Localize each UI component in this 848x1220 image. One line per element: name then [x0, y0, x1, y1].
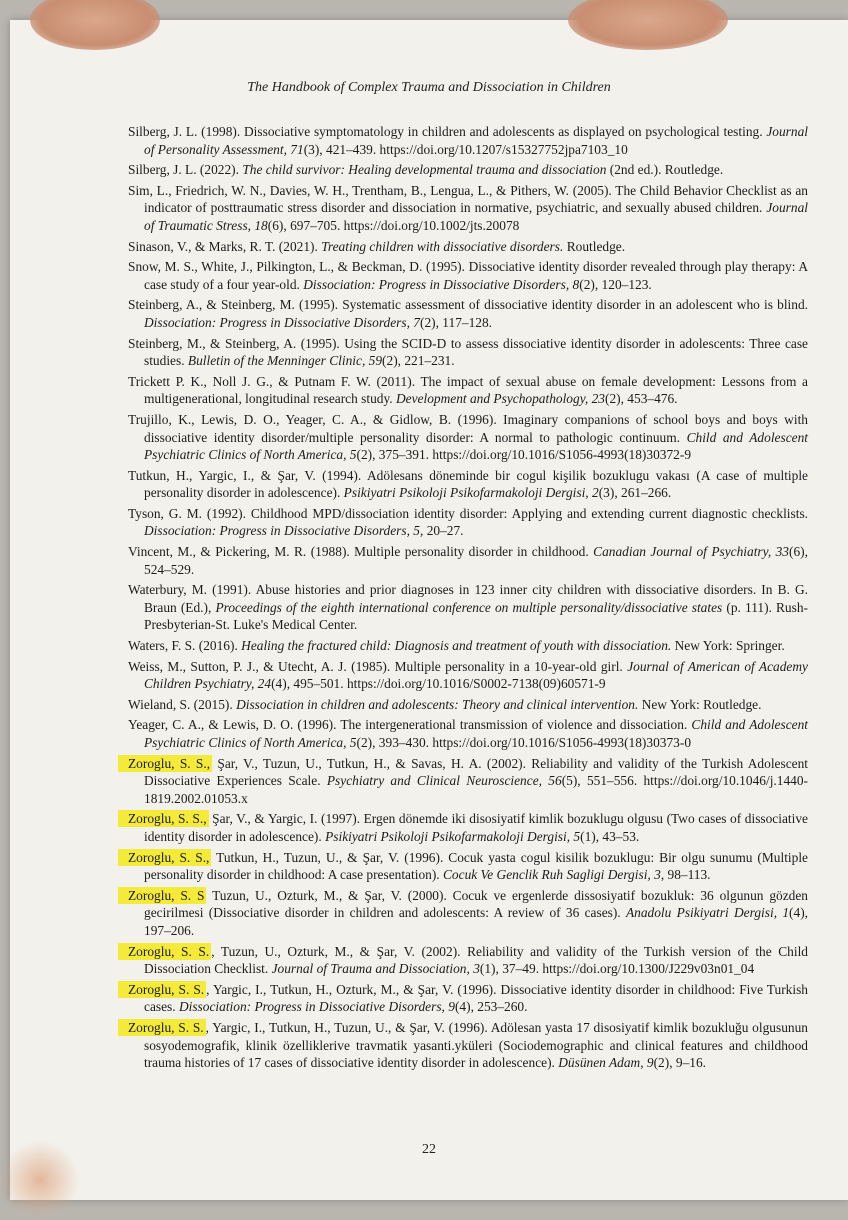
reference-details: , 98–113.: [660, 867, 711, 883]
reference-entry: [128, 943, 808, 978]
reference-text: Trujillo, K., Lewis, D. O., Yeager, C. A., & Gidlow, B. (1996). Imaginary companions of school boys and boys with dissociative identity disorder/multiple personality disorder: A normal to pathologic continuum.: [128, 411, 808, 445]
reference-source: Dissociation: Progress in Dissociative Disorders, 7: [144, 314, 420, 330]
reference-entry: [128, 505, 808, 540]
reference-entry: [128, 123, 808, 158]
reference-details: (2nd ed.). Routledge.: [606, 162, 724, 178]
reference-entry: [128, 543, 808, 578]
reference-entry: [128, 637, 808, 655]
reference-entry: [128, 696, 808, 714]
reference-entry: [128, 411, 808, 464]
highlighted-author: Zoroglu, S. S.,: [118, 755, 212, 772]
reference-list: [128, 123, 808, 1075]
reference-details: (1), 37–49. https://doi.org/10.1300/J229v03n01_04: [479, 961, 755, 977]
reference-entry: [128, 467, 808, 502]
reference-source: Psikiyatri Psikoloji Psikofarmakoloji Dergisi, 5: [325, 828, 581, 844]
highlighted-author: Zoroglu, S. S.: [118, 981, 206, 998]
reference-source: Bulletin of the Menninger Clinic, 59: [187, 353, 383, 369]
reference-text: Steinberg, M., & Steinberg, A. (1995). Using the SCID-D to assess dissociative identity disorder in adolescents: Three case studies.: [128, 335, 808, 369]
reference-details: (2), 453–476.: [605, 391, 678, 407]
reference-details: , 20–27.: [420, 523, 464, 539]
reference-text: Weiss, M., Sutton, P. J., & Utecht, A. J. (1985). Multiple personality in a 10-year-old girl.: [128, 658, 628, 674]
reference-text: Waters, F. S. (2016).: [128, 638, 242, 654]
reference-entry: [128, 238, 808, 256]
reference-text: , Yargic, I., Tutkun, H., Ozturk, M., & Şar, V. (1996). Dissociative identity disorder in childhood: Five Turkish cases.: [144, 981, 808, 1015]
reference-source: Child and Adolescent Psychiatric Clinics of North America, 5: [144, 717, 808, 750]
reference-text: Sinason, V., & Marks, R. T. (2021).: [128, 238, 322, 254]
reference-entry: [128, 887, 808, 940]
reference-details: (2), 393–430. https://doi.org/10.1016/S1056-4993(18)30373-0: [356, 735, 692, 750]
reference-entry: [128, 335, 808, 370]
reference-entry: [128, 755, 808, 808]
reference-details: (2), 117–128.: [420, 314, 493, 330]
reference-source: Dissociation: Progress in Dissociative Disorders, 8: [303, 276, 580, 292]
reference-text: Waterbury, M. (1991). Abuse histories and prior diagnoses in 123 inner city children with dissociative disorders. In B. G. Braun (Ed.),: [128, 582, 808, 615]
reference-entry: [128, 810, 808, 845]
reference-entry: [128, 981, 808, 1016]
highlighted-author: Zoroglu, S. S.,: [118, 810, 209, 827]
reference-entry: [128, 296, 808, 331]
page-number: 22: [422, 1142, 436, 1157]
reference-text: Tyson, G. M. (1992). Childhood MPD/dissociation identity disorder: Applying and extending current diagnostic checklists.: [128, 505, 808, 521]
highlighted-author: Zoroglu, S. S.,: [118, 849, 211, 866]
reference-details: (4), 197–206.: [144, 905, 809, 938]
reference-entry: [128, 258, 808, 293]
reference-text: Tutkun, H., Tuzun, U., & Şar, V. (1996). Cocuk yasta cogul kisilik bozuklugu: Bir olgu sunumu (Multiple personality disorder in childhood: A case presentation).: [144, 849, 808, 883]
reference-source: Canadian Journal of Psychiatry, 33: [593, 544, 790, 560]
reference-entry: [128, 658, 808, 693]
reference-details: (5), 551–556. https://doi.org/10.1046/j.1440-1819.2002.01053.x: [144, 773, 808, 806]
reference-text: Snow, M. S., White, J., Pilkington, L., & Beckman, D. (1995). Dissociative identity disorder revealed through play therapy: A case study of a four year-old.: [128, 259, 808, 292]
reference-details: (2), 375–391. https://doi.org/10.1016/S1056-4993(18)30372-9: [356, 447, 692, 463]
reference-text: Tuzun, U., Ozturk, M., & Şar, V. (2000). Cocuk ve ergenlerde dissosiyatif bozukluk: 36 olgunun gözden gecirilmesi (Dissociative disorder in children and adolescents: A review of 36 cases).: [144, 887, 808, 921]
reference-source: Cocuk Ve Genclik Ruh Sagligi Dergisi, 3: [443, 867, 661, 883]
reference-text: Şar, V., Tuzun, U., Tutkun, H., & Savas, H. A. (2002). Reliability and validity of the Turkish Adolescent Dissociative Experiences Scale.: [144, 755, 808, 789]
book-page: [10, 20, 848, 1200]
reference-source: Psychiatry and Clinical Neuroscience, 56: [326, 773, 562, 789]
reference-details: Routledge.: [563, 238, 626, 254]
reference-source: Child and Adolescent Psychiatric Clinics of North America, 5: [144, 429, 808, 463]
reference-source: The child survivor: Healing developmental trauma and dissociation: [242, 162, 607, 178]
reference-details: New York: Routledge.: [638, 696, 762, 712]
reference-entry: [128, 581, 808, 634]
reference-entry: [128, 849, 808, 884]
reference-entry: [128, 1019, 808, 1072]
finger-right: [568, 0, 728, 50]
reference-details: (4), 495–501. https://doi.org/10.1016/S0002-7138(09)60571-9: [271, 676, 606, 692]
reference-details: (2), 9–16.: [653, 1055, 707, 1071]
reference-text: Şar, V., & Yargic, I. (1997). Ergen dönemde iki disosiyatif kimlik bozuklugu olgusu (Two cases of dissociative identity disorder in adolescence).: [144, 811, 808, 844]
reference-text: Steinberg, A., & Steinberg, M. (1995). Systematic assessment of dissociative identity disorder in an adolescent who is blind.: [128, 297, 808, 313]
reference-details: (2), 120–123.: [579, 276, 652, 292]
highlighted-author: Zoroglu, S. S: [118, 887, 206, 904]
reference-source: Psikiyatri Psikoloji Psikofarmakoloji Dergisi, 2: [343, 485, 599, 501]
reference-text: , Yargic, I., Tutkun, H., Tuzun, U., & Şar, V. (1996). Adölesan yasta 17 disosiyatif kimlik bozukluğu olgusunun sosyodemografik, klinik özelliklerive travmatik yasanti.yküleri (Sociodemographic and clinical features and childhood trauma histories of 17 cases of dissociative identity disorder in adolescence).: [144, 1019, 808, 1071]
reference-text: Sim, L., Friedrich, W. N., Davies, W. H., Trentham, B., Lengua, L., & Pithers, W. (2005). The Child Behavior Checklist as an indicator of posttraumatic stress disorder and dissociation in normative, psychiatric, and sexually abused children.: [128, 182, 808, 216]
reference-source: Dissociation: Progress in Dissociative Disorders, 9: [178, 999, 455, 1015]
reference-details: (p. 111). Rush-Presbyterian-St. Luke's Medical Center.: [144, 599, 808, 633]
reference-entry: [128, 161, 808, 179]
reference-source: Journal of American of Academy Children Psychiatry, 24: [144, 658, 808, 692]
reference-source: Healing the fractured child: Diagnosis and treatment of youth with dissociation.: [241, 638, 672, 654]
reference-entry: [128, 716, 808, 751]
reference-text: , Tuzun, U., Ozturk, M., & Şar, V. (2002). Reliability and validity of the Turkish version of the Child Dissociation Checklist.: [144, 943, 808, 977]
reference-source: Düsünen Adam, 9: [558, 1055, 654, 1071]
reference-details: (2), 221–231.: [382, 353, 455, 369]
reference-entry: [128, 182, 808, 235]
highlighted-author: Zoroglu, S. S.: [118, 1019, 206, 1036]
reference-details: (6), 524–529.: [144, 544, 808, 577]
reference-source: Development and Psychopathology, 23: [396, 391, 605, 407]
reference-text: Trickett P. K., Noll J. G., & Putnam F. W. (2011). The impact of sexual abuse on female development: Lessons from a multigenerational, longitudinal research study.: [128, 373, 808, 407]
reference-source: Anadolu Psikiyatri Dergisi, 1: [625, 905, 790, 921]
reference-details: (1), 43–53.: [580, 828, 640, 844]
finger-left: [30, 0, 160, 50]
reference-entry: [128, 373, 808, 408]
reference-details: New York: Springer.: [671, 638, 785, 654]
reference-source: Journal of Traumatic Stress, 18: [144, 200, 808, 233]
reference-source: Proceedings of the eighth international conference on multiple personality/dissociative states: [215, 599, 723, 615]
reference-details: (3), 261–266.: [598, 485, 672, 501]
reference-source: Journal of Personality Assessment, 71: [144, 124, 808, 157]
reference-details: (4), 253–260.: [454, 999, 528, 1015]
reference-source: Journal of Trauma and Dissociation, 3: [271, 961, 480, 977]
highlighted-author: Zoroglu, S. S.: [118, 943, 211, 960]
reference-source: Dissociation: Progress in Dissociative Disorders, 5: [144, 523, 420, 539]
reference-source: Dissociation in children and adolescents: Theory and clinical intervention.: [236, 696, 639, 712]
reference-text: Wieland, S. (2015).: [128, 696, 237, 712]
reference-text: Tutkun, H., Yargic, I., & Şar, V. (1994). Adölesans döneminde bir cogul kişilik bozuklugu vakası (A case of multiple personality disorder in adolescence).: [128, 467, 808, 501]
reference-text: Vincent, M., & Pickering, M. R. (1988). Multiple personality disorder in childhood.: [128, 544, 594, 560]
reference-text: Yeager, C. A., & Lewis, D. O. (1996). The intergenerational transmission of violence and dissociation.: [128, 717, 692, 733]
reference-details: (3), 421–439. https://doi.org/10.1207/s15327752jpa7103_10: [303, 141, 628, 157]
reference-source: Treating children with dissociative disorders.: [321, 238, 564, 254]
finger-bottom-left: [0, 1140, 80, 1220]
reference-text: Silberg, J. L. (2022).: [128, 162, 243, 178]
reference-text: Silberg, J. L. (1998). Dissociative symptomatology in children and adolescents as displayed on psychological testing.: [128, 124, 767, 139]
running-header: The Handbook of Complex Trauma and Dissociation in Children: [247, 80, 611, 95]
reference-details: (6), 697–705. https://doi.org/10.1002/jts.20078: [267, 217, 520, 233]
